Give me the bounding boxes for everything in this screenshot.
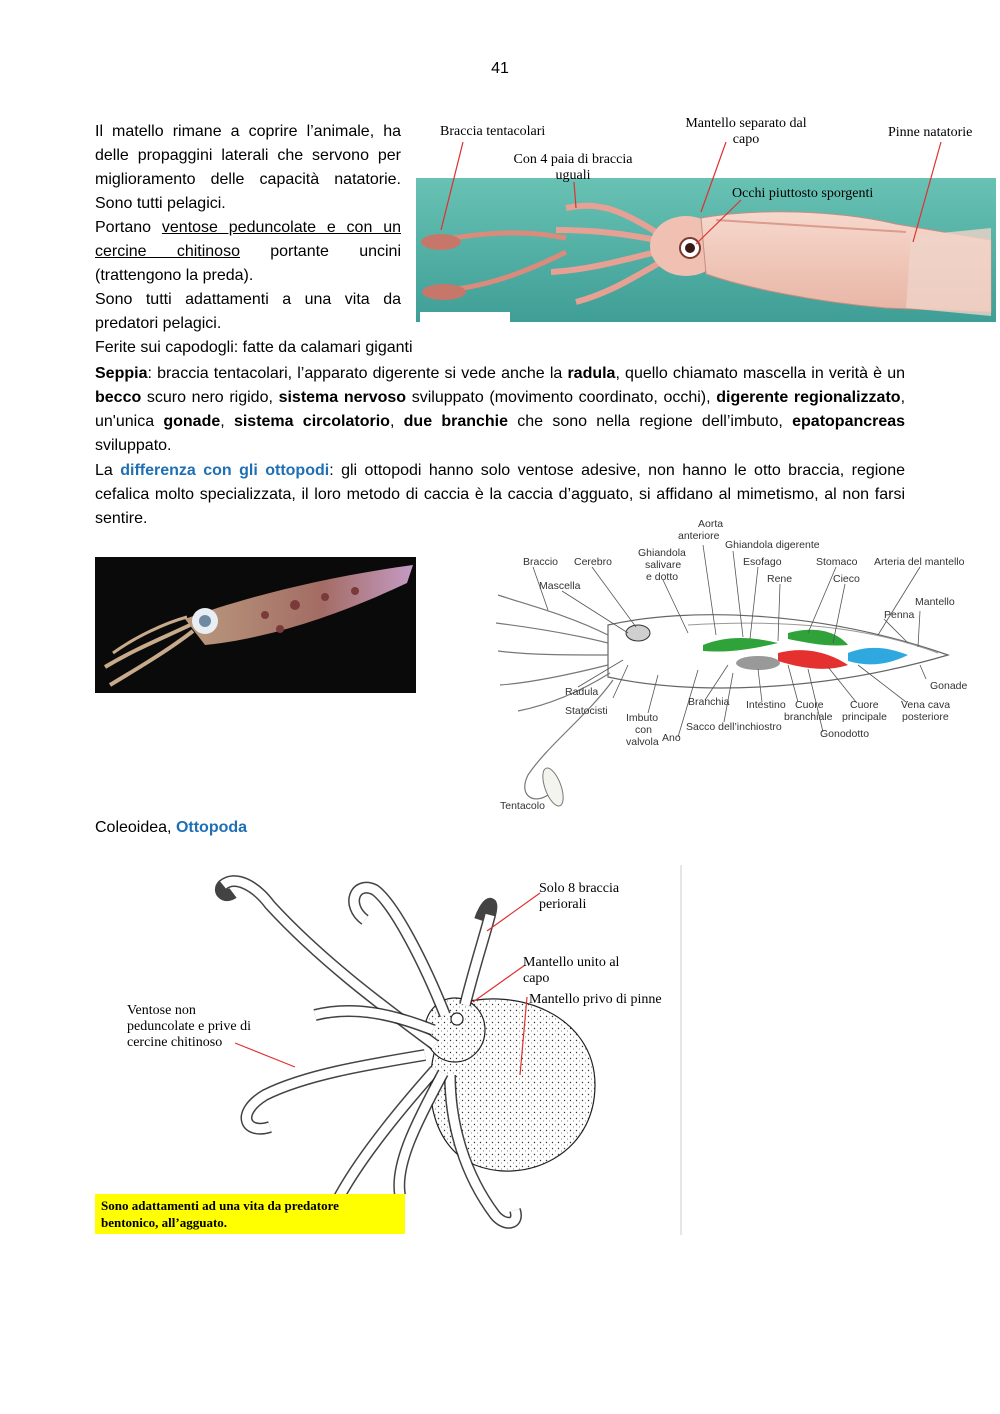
label-mantello-privo: Mantello privo di pinne [529,992,662,1007]
label-mantello-separato [646,116,846,148]
text: La [95,462,121,479]
anatomy-diagram-svg [488,515,978,815]
intro-line [95,216,401,240]
label-line: Ventose non [127,1003,196,1018]
squid-photo [95,557,416,693]
label-braccio: Braccio [523,556,559,568]
anatomy-diagram [488,515,978,815]
text: : braccia tentacolari, l’apparato digerente si vede anche la [147,365,568,382]
label-imbuto: Imbuto [626,712,659,724]
label-line: periorali [539,897,587,912]
intro-line [95,240,401,264]
term: gonade [163,413,221,430]
seppia-paragraph [95,362,905,458]
label-cuore-branchiale: Cuore [795,699,824,711]
term: due branchie [403,413,509,430]
label-penna: Penna [884,609,915,621]
label-vena-cava: Vena cava [901,699,951,711]
label-occhi-sporgenti: Occhi piuttosto sporgenti [732,186,874,201]
highlight-term: differenza con gli ottopodi [120,462,330,479]
caption-line: bentonico, all’agguato. [101,1215,228,1230]
label-gonodotto: Gonodotto [820,728,870,740]
label-statocisti: Statocisti [565,705,608,717]
text: , [389,413,404,430]
label-sacco-inchiostro: Sacco dell’inchiostro [686,721,782,733]
label-ano: Ano [662,732,681,744]
text: : gli ottopodi hanno solo ventose adesive, non hanno le otto braccia, regione cefalica molto specializzata, il loro metodo di caccia è la caccia d’agguato, si affidano al mimetismo, al non farsi sentire. [95,462,905,527]
label-intestino: Intestino [746,699,786,711]
text: che sono nella regione dell’imbuto, [508,413,793,430]
label-cieco: Cieco [833,573,860,585]
octopus-caption [95,1194,405,1234]
label-ventose [127,1003,297,1051]
text: , quello chiamato mascella in verità è un [615,365,906,382]
label-imbuto: con [635,724,652,736]
label-quattro-paia [498,152,648,184]
label-line: Mantello unito al [523,955,620,970]
term: epatopancreas [792,413,906,430]
intro-line: predatori pelagici. [95,315,222,332]
underlined-term: cercine chitinoso [95,243,240,260]
term: digerente regionalizzato [716,389,901,406]
intro-line: (trattengono la preda). [95,267,254,284]
label-mantello: Mantello [915,596,955,608]
label-line: capo [523,971,550,986]
text: , un'unica [95,389,906,430]
label-solo-8-braccia [539,881,679,913]
text: Coleoidea, [95,819,176,836]
term: radula [567,365,616,382]
text: , [220,413,234,430]
intro-line: miglioramento delle capacità natatorie. [95,171,401,188]
label-vena-cava: posteriore [902,711,949,723]
coleoidea-heading [95,816,247,840]
intro-line: Sono tutti pelagici. [95,195,226,212]
label-imbuto: valvola [626,736,659,748]
label-branchia: Branchia [688,696,730,708]
label-mascella: Mascella [539,580,581,592]
label-ghiandola-salivare: Ghiandola [638,547,686,559]
intro-line: Sono tutti adattamenti a una vita da [95,291,401,308]
label-ghiandola-digerente: Ghiandola digerente [725,539,820,551]
term: sistema circolatorio [233,413,390,430]
label-ghiandola-salivare: e dotto [646,571,679,583]
underlined-term: ventose peduncolate e con un [161,219,402,236]
label-line: Solo 8 braccia [539,881,620,896]
label-ghiandola-salivare: salivare [645,559,682,571]
label-line: peduncolate e prive di [127,1019,252,1034]
label-tentacolo: Tentacolo [500,800,545,812]
intro-line-capodogli: Ferite sui capodogli: fatte da calamari giganti [95,339,413,356]
label-line: cercine chitinoso [127,1035,223,1050]
term: Seppia [95,365,148,382]
label-arteria-mantello: Arteria del mantello [874,556,965,568]
label-cuore-principale: principale [842,711,887,723]
label-aorta: Aorta [698,518,724,530]
intro-line: Il matello rimane a coprire l’animale, ha [95,123,401,140]
label-aorta: anteriore [678,530,720,542]
label-rene: Rene [767,573,793,585]
label-esofago: Esofago [743,556,782,568]
octopus-illustration [95,865,685,1240]
text: sviluppato. [95,437,172,454]
label-cuore-principale: Cuore [850,699,879,711]
label-cuore-branchiale: branchiale [784,711,833,723]
label-line: Con 4 paia di braccia [513,152,633,167]
label-line: capo [732,132,760,147]
label-mantello-unito [523,955,673,987]
caption-line: Sono adattamenti ad una vita da predatore [101,1198,339,1213]
intro-text: portante uncini [239,243,402,260]
term: sistema nervoso [278,389,407,406]
label-line: uguali [555,168,591,183]
intro-text: Portano [95,219,162,236]
intro-paragraph [95,120,401,336]
page-number: 41 [491,60,509,77]
label-braccia-tentacolari: Braccia tentacolari [440,124,546,139]
squid-figure [416,112,996,324]
label-cerebro: Cerebro [574,556,612,568]
highlight-term: Ottopoda [175,819,248,836]
intro-line: delle propaggini laterali che servono per [95,147,401,164]
octopus-figure [95,865,685,1240]
label-gonade: Gonade [930,680,968,692]
term: becco [95,389,142,406]
text: scuro nero rigido, [141,389,279,406]
squid-photo-illustration [95,557,416,693]
label-stomaco: Stomaco [816,556,858,568]
text: sviluppato (movimento coordinato, occhi), [406,389,717,406]
label-line: Mantello separato dal [685,116,807,131]
label-pinne-natatorie: Pinne natatorie [888,125,973,140]
label-radula: Radula [565,686,599,698]
